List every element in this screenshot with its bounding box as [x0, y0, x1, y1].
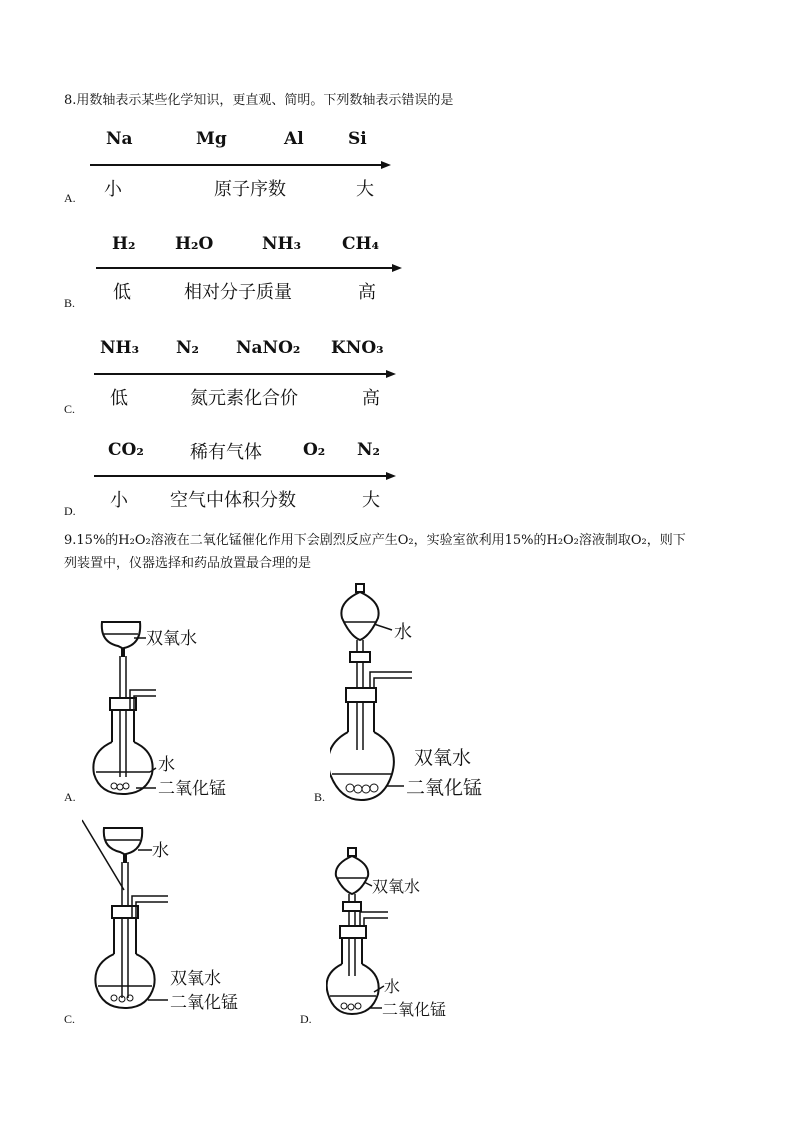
axis-b-item-1: H₂	[112, 234, 136, 254]
q9-c-label-bottom: 二氧化锰	[170, 993, 238, 1013]
axis-d-item-2: 稀有气体	[190, 442, 262, 463]
axis-a-item-2: Mg	[196, 129, 227, 149]
axis-a-item-3: Al	[284, 129, 304, 149]
axis-d-center: 空气中体积分数	[170, 490, 296, 511]
axis-a-left: 小	[104, 179, 122, 200]
q9-stem-line2: 列装置中，仪器选择和药品放置最合理的是	[64, 556, 312, 571]
axis-a-item-4: Si	[348, 129, 367, 149]
axis-c-right: 高	[362, 388, 380, 409]
q9-option-c-letter: C.	[64, 1012, 76, 1026]
q9-apparatus-b	[330, 580, 530, 805]
q9-option-d-letter: D.	[300, 1012, 312, 1026]
q9-c-label-top: 水	[152, 841, 169, 861]
axis-b-left: 低	[113, 282, 131, 303]
q9-option-b-letter: B.	[314, 790, 326, 804]
q9-b-label-bottom: 二氧化锰	[406, 777, 483, 799]
q9-apparatus-c	[82, 818, 282, 1018]
axis-c-center: 氮元素化合价	[190, 388, 298, 409]
axis-b-center: 相对分子质量	[184, 282, 292, 303]
q9-b-label-top: 水	[394, 622, 412, 643]
q8-option-c-letter: C.	[64, 402, 76, 416]
q9-c-label-mid: 双氧水	[170, 969, 221, 989]
q9-d-label-mid: 水	[384, 977, 401, 996]
q9-stem-line1: 9.15%的H₂O₂溶液在二氧化锰催化作用下会剧烈反应产生O₂，实验室欲利用15%的H₂O₂溶液制取O₂，则下	[64, 533, 686, 548]
q8-option-d	[0, 436, 794, 526]
axis-b-item-4: CH₄	[342, 234, 380, 254]
axis-c-item-1: NH₃	[100, 338, 140, 358]
q8-option-b	[0, 228, 794, 318]
q9-apparatus-a	[90, 612, 260, 802]
q9-b-label-mid: 双氧水	[414, 747, 472, 769]
axis-c-left: 低	[110, 388, 128, 409]
axis-b-item-3: NH₃	[262, 234, 302, 254]
axis-c-item-4: KNO₃	[331, 338, 384, 358]
axis-b-item-2: H₂O	[175, 234, 214, 254]
axis-a-arrow	[88, 159, 393, 171]
q8-option-b-letter: B.	[64, 296, 76, 310]
q9-a-label-mid: 水	[158, 755, 175, 775]
axis-a-item-1: Na	[106, 129, 133, 149]
q9-a-label-top: 双氧水	[146, 629, 197, 649]
q8-option-a	[0, 125, 794, 215]
q8-option-a-letter: A.	[64, 191, 76, 205]
q9-d-label-bottom: 二氧化锰	[382, 1000, 447, 1019]
q8-option-d-letter: D.	[64, 504, 76, 518]
axis-d-right: 大	[362, 490, 380, 511]
axis-c-item-2: N₂	[176, 338, 199, 358]
q9-d-label-top: 双氧水	[372, 877, 421, 896]
axis-d-item-3: O₂	[303, 440, 326, 460]
q9-a-label-bottom: 二氧化锰	[158, 779, 226, 799]
q9-apparatus-d	[326, 846, 506, 1021]
axis-d-left: 小	[110, 490, 128, 511]
axis-c-arrow	[92, 368, 398, 380]
axis-d-arrow	[92, 470, 398, 482]
axis-a-center: 原子序数	[214, 179, 286, 200]
axis-b-arrow	[94, 262, 404, 274]
q9-option-a-letter: A.	[64, 790, 76, 804]
q8-option-c	[0, 334, 794, 424]
axis-c-item-3: NaNO₂	[236, 338, 301, 358]
q8-stem: 8.用数轴表示某些化学知识，更直观、简明。下列数轴表示错误的是	[64, 93, 454, 108]
axis-d-item-1: CO₂	[108, 440, 144, 460]
axis-a-right: 大	[356, 179, 374, 200]
axis-b-right: 高	[358, 282, 376, 303]
axis-d-item-4: N₂	[357, 440, 380, 460]
